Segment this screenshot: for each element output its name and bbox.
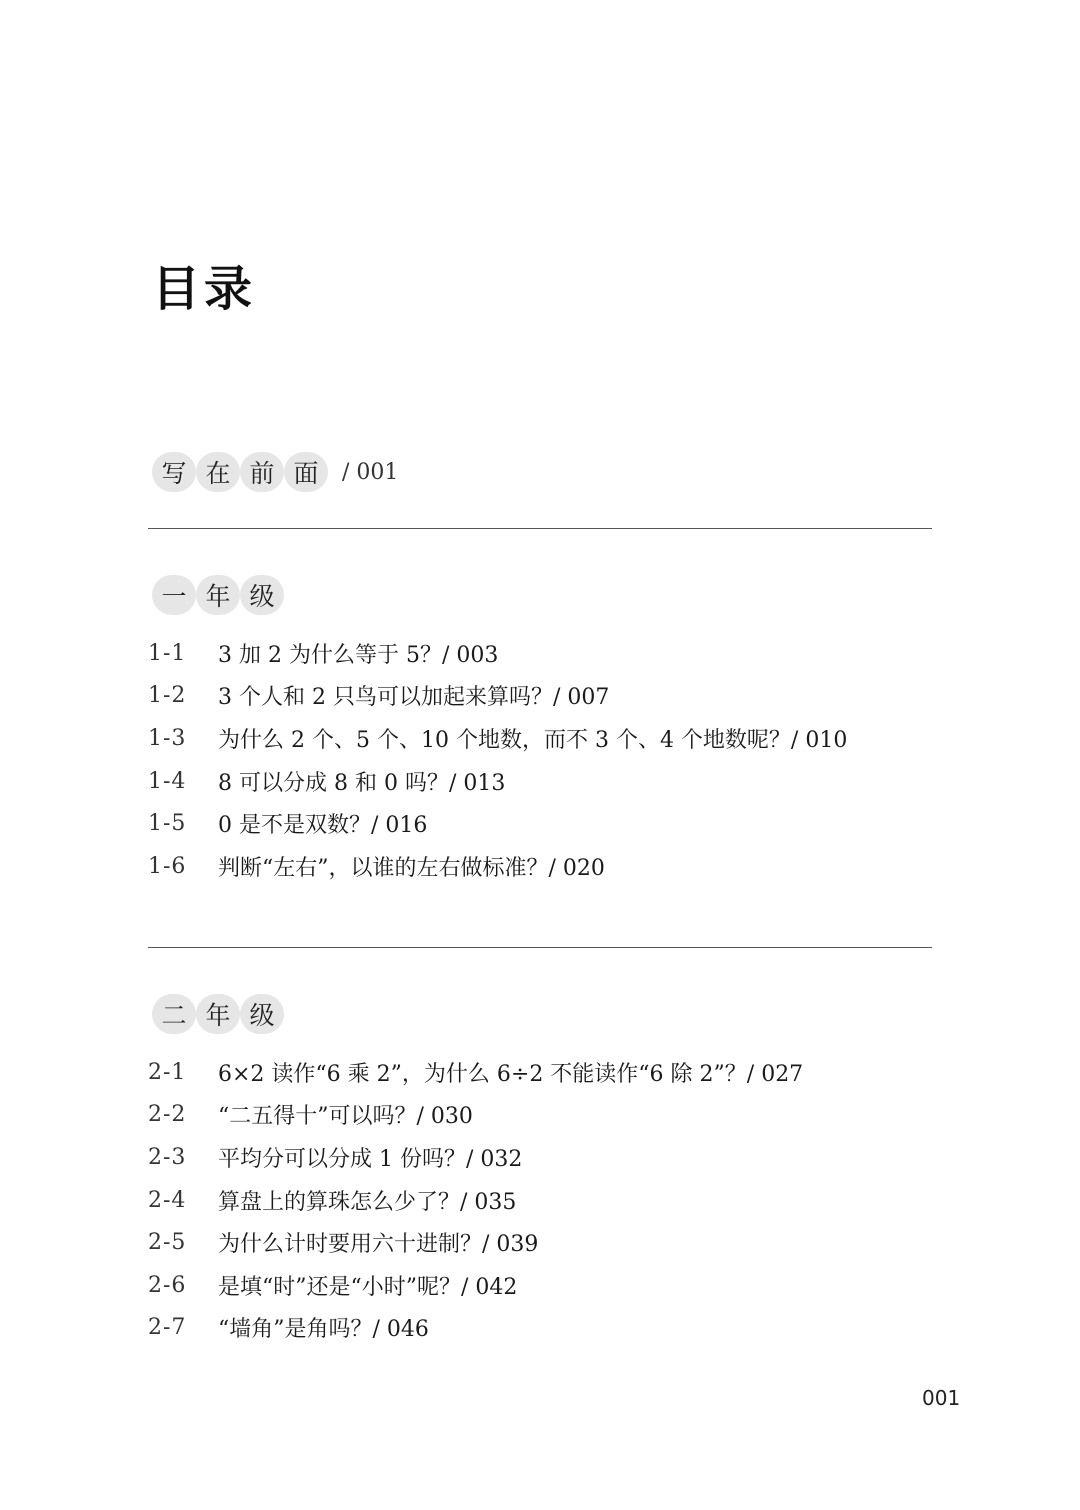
section-heading-grade-2 <box>152 992 284 1036</box>
entry-title: 3 加 2 为什么等于 5？/ 003 <box>218 642 499 668</box>
heading-chip: 在 <box>196 452 240 492</box>
entry-number: 2-6 <box>148 1272 187 1298</box>
toc-entry[interactable] <box>148 1307 803 1350</box>
entry-title: 为什么 2 个、5 个、10 个地数，而不 3 个、4 个地数呢？/ 010 <box>218 727 848 753</box>
entry-title: 判断“左右”，以谁的左右做标准？/ 020 <box>218 855 605 881</box>
toc-entry[interactable] <box>148 1136 803 1179</box>
preface-chip-row <box>152 452 328 492</box>
entry-title: 8 可以分成 8 和 0 吗？/ 013 <box>218 770 506 796</box>
grade-1-list <box>148 632 847 888</box>
section-heading-grade-1 <box>152 573 284 617</box>
preface-heading[interactable] <box>152 450 398 494</box>
entry-number: 2-5 <box>148 1230 187 1256</box>
entry-number: 2-3 <box>148 1144 187 1170</box>
heading-chip: 级 <box>240 575 284 615</box>
toc-entry[interactable] <box>148 802 847 845</box>
page-number: 001 <box>922 1386 961 1410</box>
heading-chip: 写 <box>152 452 196 492</box>
entry-title: 0 是不是双数？/ 016 <box>218 813 428 839</box>
grade-1-chip-row <box>152 575 284 615</box>
entry-title: 平均分可以分成 1 份吗？/ 032 <box>218 1146 523 1172</box>
toc-entry[interactable] <box>148 845 847 888</box>
entry-number: 1-4 <box>148 768 187 794</box>
entry-title: 3 个人和 2 只鸟可以加起来算吗？/ 007 <box>218 685 610 711</box>
heading-chip: 二 <box>152 994 196 1034</box>
toc-entry[interactable] <box>148 675 847 718</box>
toc-entry[interactable] <box>148 1094 803 1137</box>
entry-number: 2-4 <box>148 1187 187 1213</box>
entry-title: 6×2 读作“6 乘 2”，为什么 6÷2 不能读作“6 除 2”？/ 027 <box>218 1061 804 1087</box>
entry-title: 为什么计时要用六十进制？/ 039 <box>218 1232 539 1258</box>
heading-chip: 面 <box>284 452 328 492</box>
section-divider <box>148 947 932 948</box>
toc-entry[interactable] <box>148 1221 803 1264</box>
heading-chip: 级 <box>240 994 284 1034</box>
heading-chip: 年 <box>196 575 240 615</box>
entry-number: 1-6 <box>148 853 187 879</box>
toc-entry[interactable] <box>148 1051 803 1094</box>
entry-number: 1-3 <box>148 725 187 751</box>
heading-chip: 一 <box>152 575 196 615</box>
preface-page-number: / 001 <box>342 459 399 485</box>
entry-title: “墙角”是角吗？/ 046 <box>218 1317 429 1343</box>
grade-2-chip-row <box>152 994 284 1034</box>
toc-entry[interactable] <box>148 632 847 675</box>
entry-title: “二五得十”可以吗？/ 030 <box>218 1104 473 1130</box>
grade-2-list <box>148 1051 803 1349</box>
entry-title: 算盘上的算珠怎么少了？/ 035 <box>218 1189 517 1215</box>
page-title: 目录 <box>152 261 257 317</box>
entry-number: 1-2 <box>148 683 187 709</box>
toc-entry[interactable] <box>148 1264 803 1307</box>
heading-chip: 前 <box>240 452 284 492</box>
entry-number: 1-1 <box>148 640 187 666</box>
heading-chip: 年 <box>196 994 240 1034</box>
toc-entry[interactable] <box>148 760 847 803</box>
entry-number: 1-5 <box>148 811 187 837</box>
section-divider <box>148 528 932 529</box>
entry-number: 2-7 <box>148 1315 187 1341</box>
entry-number: 2-2 <box>148 1102 187 1128</box>
toc-entry[interactable] <box>148 717 847 760</box>
entry-title: 是填“时”还是“小时”呢？/ 042 <box>218 1274 518 1300</box>
toc-entry[interactable] <box>148 1179 803 1222</box>
entry-number: 2-1 <box>148 1059 187 1085</box>
